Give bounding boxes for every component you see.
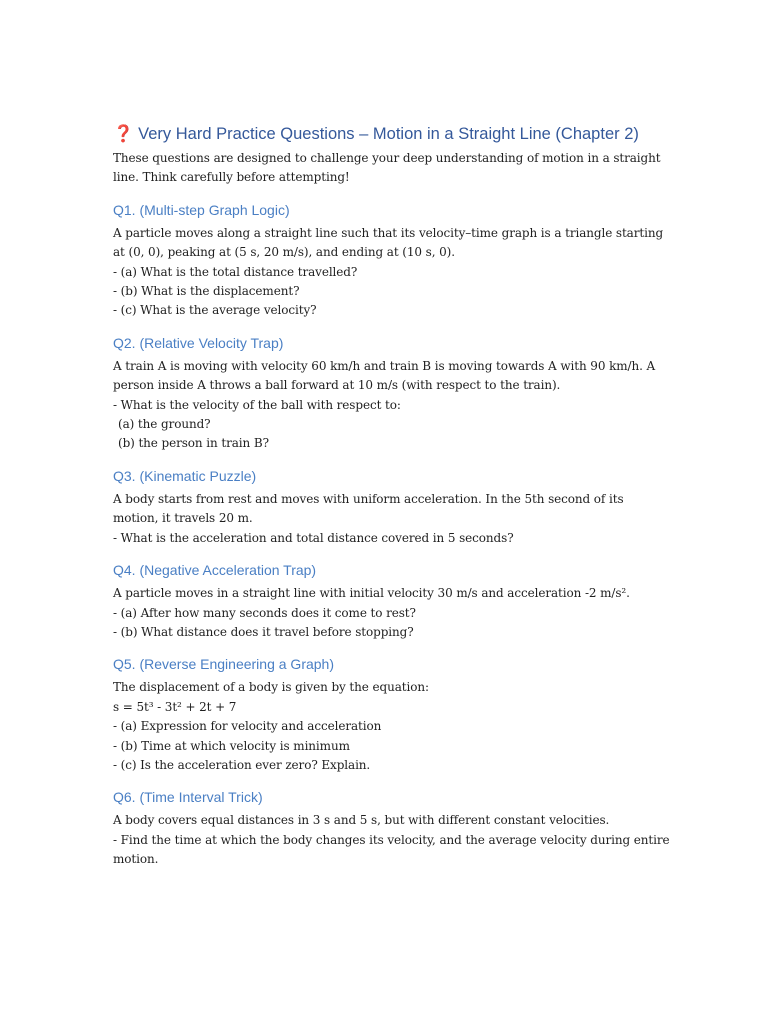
question-heading: Q5. (Reverse Engineering a Graph) — [113, 656, 334, 673]
question-line: person inside A throws a ball forward at 10 m/s (with respect to the train). — [113, 378, 561, 393]
question-body — [113, 678, 658, 775]
equation-line: s = 5t³ - 3t² + 2t + 7 — [113, 699, 237, 714]
question-body — [113, 584, 658, 642]
document-page — [113, 123, 670, 870]
document-title: ❓ Very Hard Practice Questions – Motion in a Straight Line (Chapter 2) — [113, 125, 639, 143]
question-line: A body covers equal distances in 3 s and 5 s, but with different constant velocities. — [113, 813, 610, 828]
question-4 — [113, 560, 658, 642]
question-line: - (c) What is the average velocity? — [113, 303, 317, 318]
question-line: - What is the velocity of the ball with respect to: — [113, 397, 401, 412]
question-line: The displacement of a body is given by the equation: — [113, 680, 429, 695]
question-heading: Q4. (Negative Acceleration Trap) — [113, 562, 317, 579]
question-line: motion, it travels 20 m. — [113, 511, 253, 526]
question-line: - (a) Expression for velocity and acceleration — [113, 719, 382, 734]
question-2 — [113, 333, 658, 454]
question-5 — [113, 654, 658, 775]
question-line: - What is the acceleration and total distance covered in 5 seconds? — [113, 530, 514, 545]
question-line: at (0, 0), peaking at (5 s, 20 m/s), and ending at (10 s, 0). — [113, 245, 455, 260]
question-body — [113, 490, 658, 548]
intro-paragraph — [113, 149, 661, 188]
question-body — [113, 811, 670, 869]
question-body — [113, 224, 664, 321]
question-line: motion. — [113, 852, 159, 867]
question-line: A particle moves along a straight line such that its velocity–time graph is a triangle starting — [113, 225, 664, 240]
question-line: - (b) Time at which velocity is minimum — [113, 738, 350, 753]
question-line: - (a) What is the total distance travelled? — [113, 264, 358, 279]
question-heading: Q3. (Kinematic Puzzle) — [113, 467, 257, 484]
question-line: - (c) Is the acceleration ever zero? Explain. — [113, 757, 371, 772]
question-line: A train A is moving with velocity 60 km/h and train B is moving towards A with 90 km/h. A — [113, 358, 656, 373]
question-heading: Q1. (Multi-step Graph Logic) — [113, 201, 290, 218]
question-heading: Q2. (Relative Velocity Trap) — [113, 334, 284, 351]
question-body — [113, 357, 658, 454]
question-line: - (b) What distance does it travel before stopping? — [113, 624, 414, 639]
intro-line: line. Think carefully before attempting! — [113, 170, 350, 185]
question-3 — [113, 466, 658, 548]
question-line: - (b) What is the displacement? — [113, 284, 300, 299]
question-line: (b) the person in train B? — [118, 436, 269, 451]
question-heading: Q6. (Time Interval Trick) — [113, 789, 263, 806]
intro-line: These questions are designed to challenge your deep understanding of motion in a straight — [113, 151, 661, 165]
question-line: (a) the ground? — [118, 417, 211, 432]
question-line: A body starts from rest and moves with uniform acceleration. In the 5th second of its — [113, 491, 624, 506]
question-6 — [113, 787, 670, 869]
question-line: A particle moves in a straight line with initial velocity 30 m/s and acceleration -2 m/s². — [113, 586, 630, 601]
question-line: - Find the time at which the body changes its velocity, and the average velocity during entire — [113, 832, 670, 847]
question-1 — [113, 200, 664, 321]
question-line: - (a) After how many seconds does it come to rest? — [113, 605, 416, 620]
